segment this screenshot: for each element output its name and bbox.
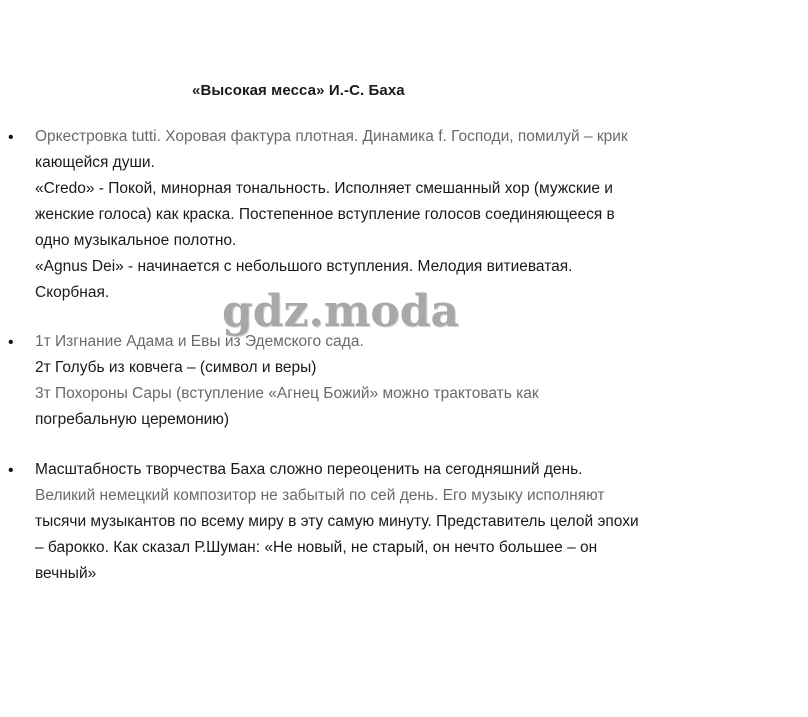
paragraph-line: 2т Голубь из ковчега – (символ и веры)	[35, 359, 317, 376]
paragraph-line: кающейся души.	[35, 154, 155, 171]
paragraph-line: «Credo» - Покой, минорная тональность. Исполняет смешанный хор (мужские и	[35, 180, 613, 197]
paragraph-line: Оркестровка tutti. Хоровая фактура плотная. Динамика f. Господи, помилуй – крик	[35, 128, 628, 145]
paragraph-line: Великий немецкий композитор не забытый по сей день. Его музыку исполняют	[35, 487, 605, 504]
paragraph-line: 1т Изгнание Адама и Евы из Эдемского сада.	[35, 333, 364, 350]
paragraph-line: одно музыкальное полотно.	[35, 232, 237, 249]
paragraph-line: – барокко. Как сказал Р.Шуман: «Не новый, не старый, он нечто большее – он	[35, 539, 598, 556]
paragraph-line: Масштабность творчества Баха сложно переоценить на сегодняшний день.	[35, 461, 583, 478]
section-3	[35, 457, 695, 587]
paragraph-line: «Agnus Dei» - начинается с небольшого вступления. Мелодия витиеватая.	[35, 258, 573, 275]
page-title: «Высокая месса» И.-С. Баха	[192, 82, 405, 99]
section-1	[35, 124, 695, 306]
bullet-marker: •	[8, 129, 14, 146]
paragraph-line: Скорбная.	[35, 284, 110, 301]
bullet-marker: •	[8, 462, 14, 479]
paragraph-line: 3т Похороны Сары (вступление «Агнец Божий» можно трактовать как	[35, 385, 539, 402]
section-2	[35, 329, 695, 433]
paragraph-line: женские голоса) как краска. Постепенное вступление голосов соединяющееся в	[35, 206, 615, 223]
paragraph-line: тысячи музыкантов по всему миру в эту самую минуту. Представитель целой эпохи	[35, 513, 639, 530]
paragraph-line: погребальную церемонию)	[35, 411, 230, 428]
watermark: gdz.moda	[222, 286, 460, 337]
paragraph-line: вечный»	[35, 565, 97, 582]
bullet-marker: •	[8, 334, 14, 351]
